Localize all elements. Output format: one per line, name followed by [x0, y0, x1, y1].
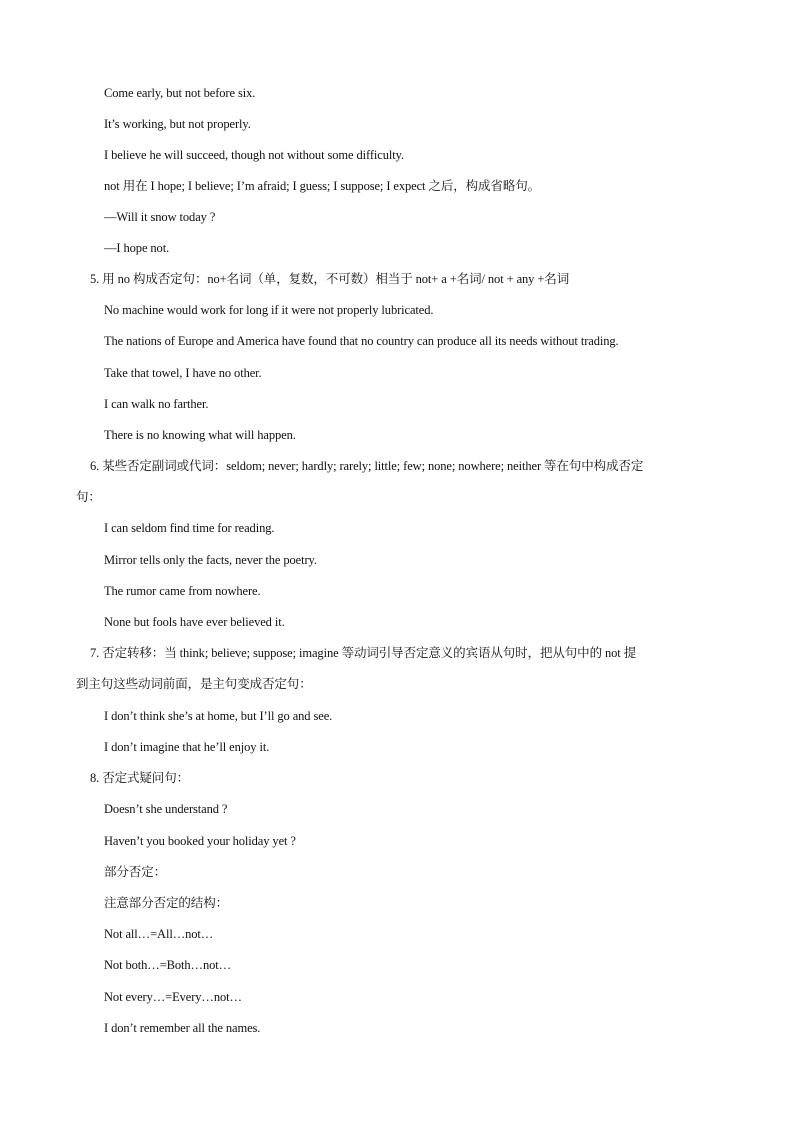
example-sentence: I can walk no farther.: [104, 397, 209, 411]
structure-line: Not both…=Both…not…: [104, 958, 232, 972]
dialogue-line: —I hope not.: [104, 241, 170, 255]
section-heading-7-continued: 到主句这些动词前面，是主句变成否定句：: [76, 677, 312, 691]
section-heading-6-continued: 句：: [76, 490, 101, 504]
section-heading-7: 7. 否定转移：当 think; believe; suppose; imagine 等动词引导否定意义的宾语从句时，把从句中的 not 提: [90, 646, 637, 660]
example-sentence: Come early, but not before six.: [104, 86, 256, 100]
example-sentence: The rumor came from nowhere.: [104, 584, 261, 598]
example-sentence: No machine would work for long if it were not properly lubricated.: [104, 303, 434, 317]
example-sentence: I believe he will succeed, though not without some difficulty.: [104, 148, 404, 162]
example-sentence: I don’t think she’s at home, but I’ll go and see.: [104, 709, 333, 723]
example-sentence: Doesn’t she understand ?: [104, 802, 228, 816]
example-sentence: I don’t remember all the names.: [104, 1021, 261, 1035]
note-line: 注意部分否定的结构：: [104, 896, 229, 910]
note-line: not 用在 I hope; I believe; I’m afraid; I guess; I suppose; I expect 之后，构成省略句。: [104, 179, 541, 193]
example-sentence: I can seldom find time for reading.: [104, 521, 275, 535]
subsection-heading: 部分否定：: [104, 865, 167, 879]
section-heading-5: 5. 用 no 构成否定句：no+名词（单，复数，不可数）相当于 not+ a +名词/ not + any +名词: [90, 272, 570, 286]
example-sentence: I don’t imagine that he’ll enjoy it.: [104, 740, 270, 754]
example-sentence: There is no knowing what will happen.: [104, 428, 296, 442]
example-sentence: Haven’t you booked your holiday yet ?: [104, 834, 296, 848]
structure-line: Not all…=All…not…: [104, 927, 214, 941]
example-sentence: None but fools have ever believed it.: [104, 615, 285, 629]
example-sentence: It’s working, but not properly.: [104, 117, 251, 131]
section-heading-6: 6. 某些否定副词或代词：seldom; never; hardly; rarely; little; few; none; nowhere; neither 等在句中构成否定: [90, 459, 644, 473]
example-sentence: The nations of Europe and America have found that no country can produce all its needs without trading.: [104, 334, 619, 348]
example-sentence: Mirror tells only the facts, never the poetry.: [104, 553, 317, 567]
section-heading-8: 8. 否定式疑问句：: [90, 771, 190, 785]
dialogue-line: —Will it snow today ?: [104, 210, 216, 224]
example-sentence: Take that towel, I have no other.: [104, 366, 262, 380]
structure-line: Not every…=Every…not…: [104, 990, 242, 1004]
